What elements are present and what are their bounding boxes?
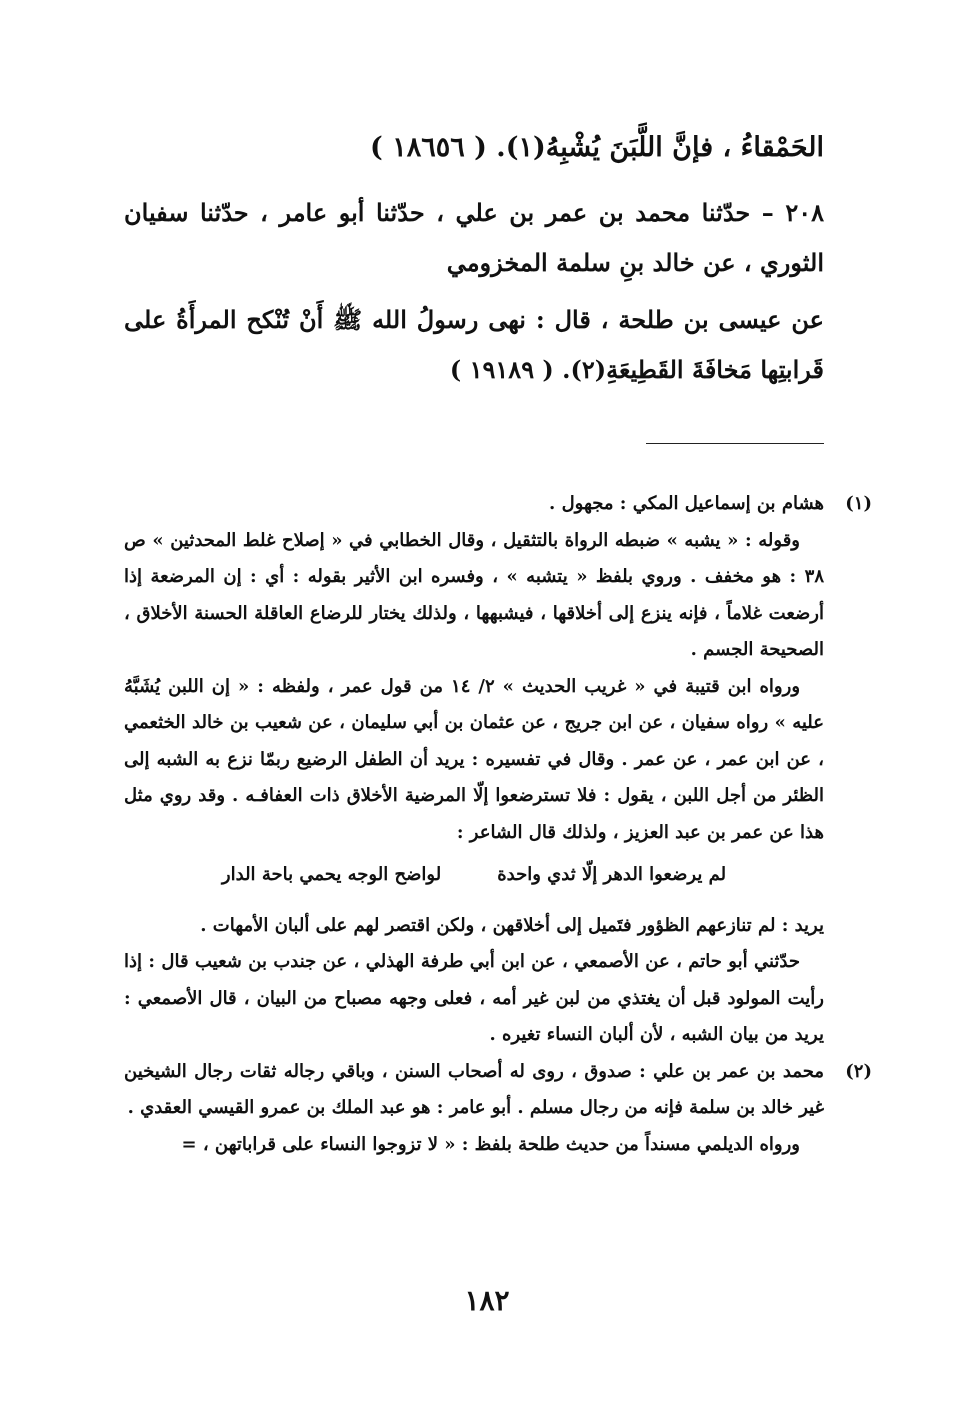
footnote-1-number: (١) [845, 493, 872, 514]
footnote-1-paragraph-3: ورواه ابن قتيبة في « غريب الحديث » ٢/ ١٤ من قول عمر ، ولفظه : « إن اللبن يُشَبَّهُ عليه » رواه سفيان ، عن ابن جريج ، عن عثمان بن أبي سليمان ، عن شعيب بن خالد الخثعمي ، عن ابن عمر ، عن عمر . وقال في تفسيره : يريد أن الطفل الرضيع ربمّا نزع به الشبه إلى الظئر من أجل اللبن ، يقول : فلا تسترضعوا إلّا المرضية الأخلاق ذات العفافـه . وقد روي مثل هذا عن عمر بن عبد العزيز ، ولذلك قال الشاعر : [124, 675, 825, 843]
footnote-2 [124, 1054, 872, 1127]
footnote-2-paragraph-2: ورواه الديلمي مسنداً من حديث طلحة بلفظ : « لا تزوجوا النساء على قراباتهن ، = [181, 1133, 800, 1155]
poem-verse [124, 857, 824, 894]
hadith-208-continuation: عن عيسى بن طلحة ، قال : نهى رسولُ الله ﷺ أَنْ تُنْكح المرأَةُ على قَرابتِها مَخافَةَ القَطِيعَةِ(٢). ( ١٩١٨٩ ) [124, 305, 824, 384]
footnotes [124, 486, 872, 1163]
page-number: ١٨٢ [464, 1284, 510, 1317]
footnote-1-paragraph-2: وقوله : « يشبه » ضبطه الرواة بالتثقيل ، وقال الخطابي في « إصلاح غلط المحدثين » ص ٣٨ : هو مخفف . وروي بلفظ « يتشبه » ، وفسره ابن الأثير بقوله : أي : إن المرضعة إذا أرضعت غلاماً ، فإنه ينزع إلى أخلاقها ، فيشبهها ، ولذلك يختار للرضاع العاقلة الحسنة الأخلاق ، الصحيحة الجسم . [124, 529, 824, 660]
footnote-2-text: محمد بن عمر بن علي : صدوق ، روى له أصحاب السنن ، وباقي رجاله ثقات رجال الشيخين غير خالد بن سلمة فإنه من رجال مسلم . أبو عامر : هو عبد الملك بن عمرو القيسي العقدي . [124, 1060, 824, 1118]
footnote-1-paragraph-4: يريد : لم تنازعهم الظؤور فتَميل إلى أخلاقهن ، ولكن اقتصر لهم على ألبان الأمهات . [200, 914, 824, 936]
footnote-2-number: (٢) [845, 1060, 872, 1082]
footnote-1-paragraph-5: حدّثني أبو حاتم ، عن الأصمعي ، عن ابن أبي طرفة الهذلي ، عن جندب بن شعيب قال : إذا رأيت المولود قبل أن يغتذي من لبن غير أمه ، فعلى وجهه مصباح من البيان ، قال الأصمعي : يريد من بيان الشبه ، لأن ألبان النساء تغيره . [124, 951, 824, 1045]
footnote-separator [646, 443, 824, 444]
hadith-208: ٢٠٨ – حدّثنا محمد بن عمر بن علي ، حدّثنا أبو عامر ، حدّثنا سفيان الثوري ، عن خالد بنِ سلمة المخزومي [124, 198, 824, 277]
poem-hemistich-1: لم يرضعوا الدهر إلّا ثدي واحدة [497, 864, 727, 885]
poem-hemistich-2: لواضح الوجه يحمي باحة الدار [221, 864, 442, 885]
main-text-line-1: الحَمْقاءُ ، فإنَّ اللَّبَنَ يُشْبِهُ(١). ( ١٨٦٥٦ ) [370, 132, 824, 163]
footnote-1-text: هشام بن إسماعيل المكي : مجهول . [549, 493, 824, 514]
footnote-1-line-1 [124, 486, 872, 523]
